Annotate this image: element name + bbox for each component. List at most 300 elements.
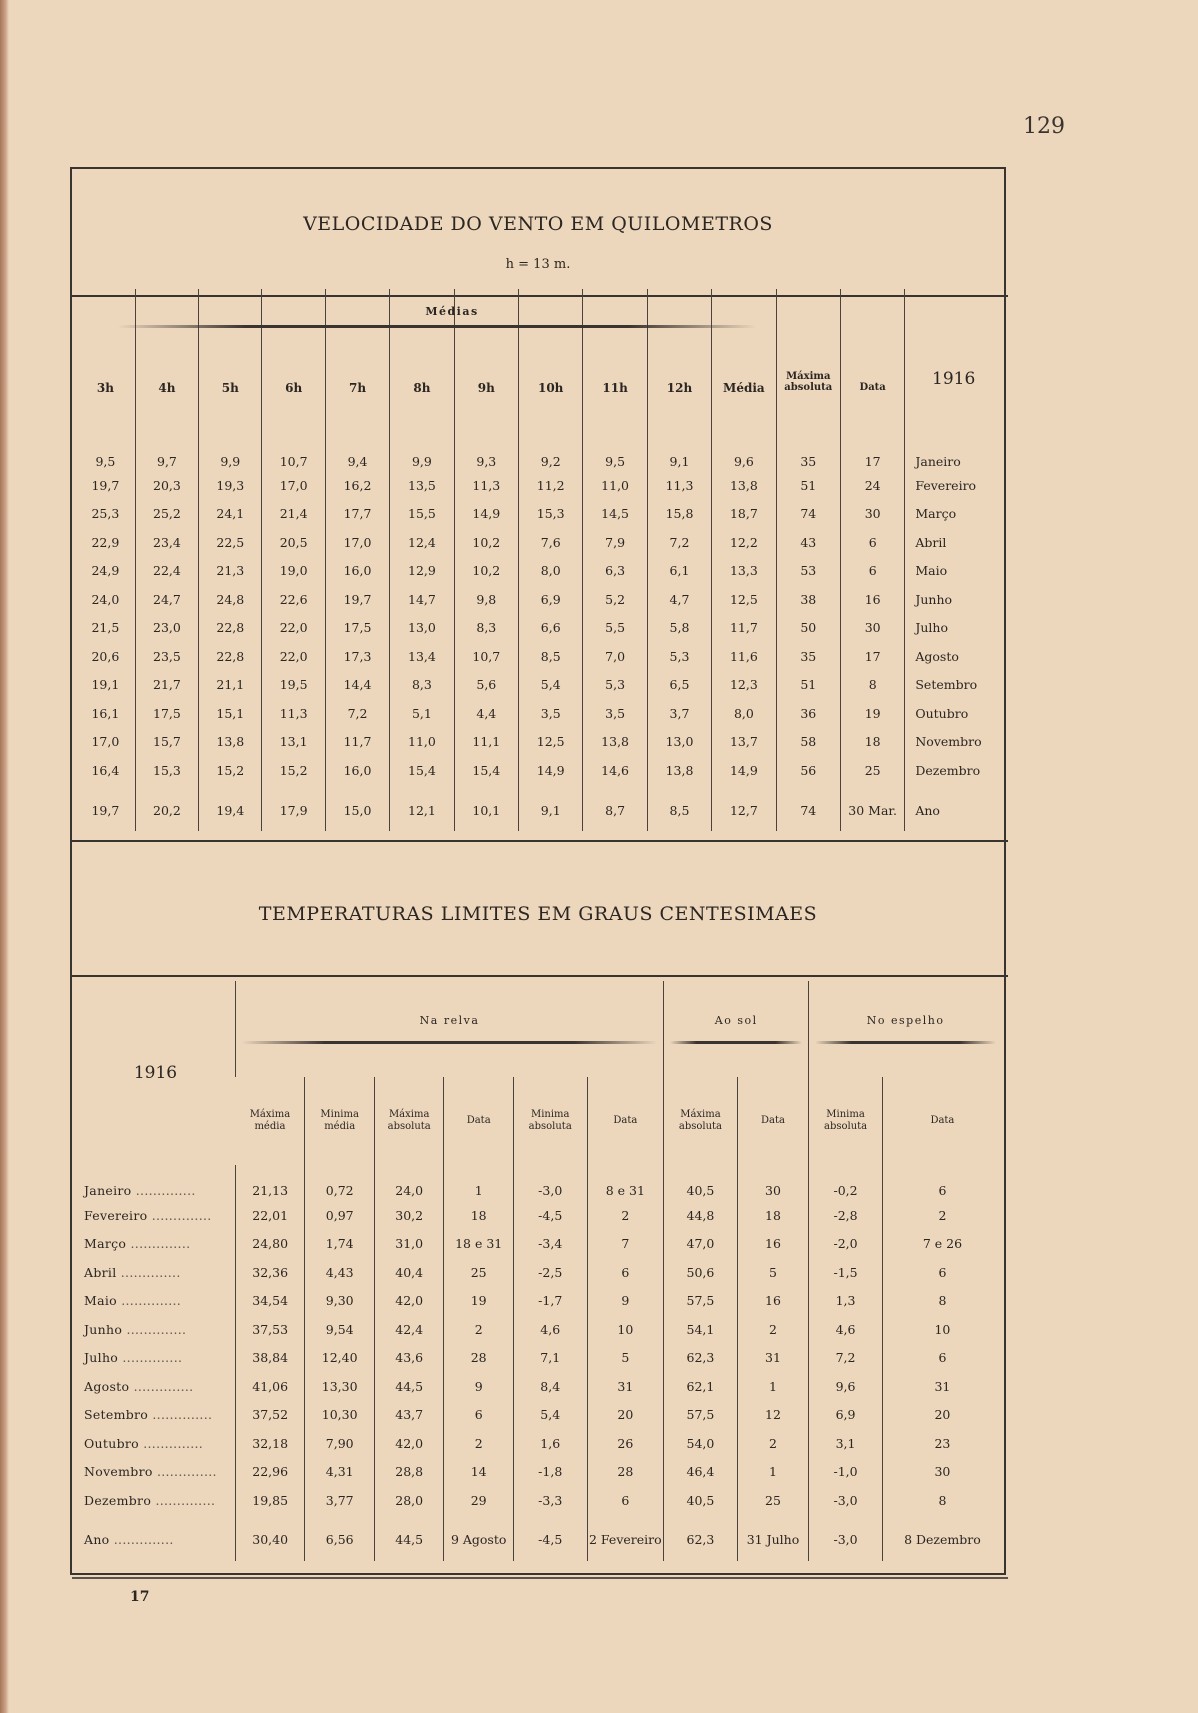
temp-cell: 21,13 [235, 1165, 305, 1201]
wind-header-cell: 10h [519, 289, 583, 433]
temp-cell: -1,5 [809, 1258, 883, 1287]
wind-cell: 11,1 [454, 728, 518, 757]
wind-cell: 14,7 [390, 585, 454, 614]
wind-cell: 19 [840, 699, 904, 728]
wind-cell: Fevereiro [905, 471, 1002, 500]
temp-title: TEMPERATURAS LIMITES EM GRAUS CENTESIMAES [258, 903, 818, 925]
wind-cell: 17,0 [325, 528, 389, 557]
wind-subtitle: h = 13 m. [505, 257, 571, 272]
wind-year-cell: 19,7 [91, 803, 120, 818]
wind-header-cell: 6h [262, 289, 325, 433]
leader-dots: .............. [122, 1321, 187, 1337]
temp-cell: 16 [737, 1230, 809, 1259]
wind-cell: 14,4 [325, 671, 389, 700]
wind-cell: 21,5 [91, 620, 120, 636]
temp-cell: 9,54 [305, 1315, 375, 1344]
rule [72, 840, 1008, 842]
wind-cell: Novembro [905, 728, 1002, 757]
temp-cell: 5 [737, 1258, 809, 1287]
wind-cell: 17,7 [325, 500, 389, 529]
temp-group-brace [242, 1041, 657, 1044]
temp-cell: -4,5 [513, 1201, 587, 1230]
leader-dots: .............. [118, 1350, 183, 1366]
temp-cell: -1,8 [513, 1458, 587, 1487]
temp-group-header [664, 981, 809, 1077]
temp-cell: 42,0 [374, 1429, 444, 1458]
wind-cell: 13,3 [712, 557, 776, 586]
temp-cell: 2 [882, 1201, 1002, 1230]
temp-cell: 25 [444, 1258, 514, 1287]
temp-year-cell: -3,0 [809, 1515, 883, 1561]
wind-year-cell: 15,0 [325, 785, 389, 831]
temp-cell: 2 [737, 1429, 809, 1458]
temp-cell: 18 [444, 1201, 514, 1230]
temp-cell: -1,0 [809, 1458, 883, 1487]
wind-header-cell: 4h [135, 289, 198, 433]
wind-cell: 9,7 [135, 433, 198, 471]
wind-cell: 9,3 [454, 433, 518, 471]
wind-cell: 17,5 [135, 699, 198, 728]
wind-cell: 25,3 [91, 506, 120, 522]
wind-cell: 8,3 [390, 671, 454, 700]
temp-subheader-cell: Data [882, 1077, 1002, 1165]
wind-cell: 12,2 [712, 528, 776, 557]
wind-cell: 19,0 [262, 557, 325, 586]
temp-cell: 7,90 [305, 1429, 375, 1458]
wind-year-cell: 74 [776, 785, 840, 831]
wind-cell: 11,7 [325, 728, 389, 757]
temp-cell: 12 [737, 1401, 809, 1430]
temp-year-cell: 2 Fevereiro [587, 1515, 664, 1561]
wind-cell: 22,4 [135, 557, 198, 586]
wind-cell: 13,4 [390, 642, 454, 671]
wind-cell: 7,0 [583, 642, 647, 671]
temp-cell: 22,01 [235, 1201, 305, 1230]
wind-cell: 35 [776, 642, 840, 671]
wind-cell: 36 [776, 699, 840, 728]
temp-cell: 28,8 [374, 1458, 444, 1487]
temp-cell: 57,5 [664, 1287, 738, 1316]
temp-cell: -3,4 [513, 1230, 587, 1259]
wind-cell: 24 [840, 471, 904, 500]
temp-cell: 9,30 [305, 1287, 375, 1316]
wind-cell: 14,9 [454, 500, 518, 529]
temp-cell: 2 [587, 1201, 664, 1230]
wind-cell: 5,6 [454, 671, 518, 700]
wind-group-brace [112, 325, 762, 328]
wind-cell: 23,0 [135, 614, 198, 643]
temp-cell: 38,84 [235, 1344, 305, 1373]
wind-cell: 6,3 [583, 557, 647, 586]
temp-cell: -0,2 [809, 1165, 883, 1201]
page-number: 129 [1023, 114, 1065, 139]
temp-subheader-cell: Máxima média [249, 1109, 291, 1132]
wind-cell: 15,3 [519, 500, 583, 529]
temp-cell: 28 [587, 1458, 664, 1487]
wind-header-cell: 9h [454, 289, 518, 433]
wind-cell: 38 [776, 585, 840, 614]
temp-month-cell [76, 1344, 235, 1373]
wind-row [76, 528, 1002, 557]
wind-cell: 16,0 [325, 756, 389, 785]
wind-header-cell: 12h [647, 289, 711, 433]
temp-cell: 50,6 [664, 1258, 738, 1287]
temp-cell: 42,0 [374, 1287, 444, 1316]
temp-cell: 32,36 [235, 1258, 305, 1287]
temp-table [76, 981, 1002, 1561]
leader-dots: .............. [138, 1435, 204, 1451]
temp-year-cell: 44,5 [374, 1515, 444, 1561]
wind-cell: 23,4 [135, 528, 198, 557]
temp-cell: -2,0 [809, 1230, 883, 1259]
wind-cell: 19,7 [325, 585, 389, 614]
temp-month-cell [76, 1429, 235, 1458]
wind-cell: 3,5 [583, 699, 647, 728]
wind-row [76, 699, 1002, 728]
wind-cell: 9,5 [583, 433, 647, 471]
wind-cell: 43 [776, 528, 840, 557]
temp-month-name: Outubro [84, 1435, 139, 1451]
wind-cell: 24,8 [199, 585, 262, 614]
wind-cell: 15,2 [199, 756, 262, 785]
temp-cell: 24,0 [374, 1165, 444, 1201]
wind-cell: 12,3 [712, 671, 776, 700]
temp-cell: 9 [444, 1372, 514, 1401]
wind-cell: 10,7 [454, 642, 518, 671]
temp-row [76, 1344, 1002, 1373]
wind-cell: Setembro [905, 671, 1002, 700]
wind-cell: 13,7 [712, 728, 776, 757]
wind-cell: 19,7 [91, 477, 120, 493]
temp-cell: 62,3 [664, 1344, 738, 1373]
temp-month-name: Março [84, 1236, 127, 1252]
temp-cell: 7,1 [513, 1344, 587, 1373]
temp-month-cell [76, 1401, 235, 1430]
temp-cell: 2 [444, 1429, 514, 1458]
wind-header-cell: 1916 [905, 289, 1002, 433]
wind-title: VELOCIDADE DO VENTO EM QUILOMETROS [303, 213, 773, 235]
temp-cell: 6,9 [809, 1401, 883, 1430]
rule [72, 975, 1008, 977]
temp-cell: 18 e 31 [444, 1230, 514, 1259]
temp-cell: 10,30 [305, 1401, 375, 1430]
temp-group-label: Ao sol [714, 1014, 758, 1027]
temp-year-cell: 8 Dezembro [882, 1515, 1002, 1561]
wind-cell: 6 [840, 528, 904, 557]
wind-cell: 24,0 [91, 591, 120, 607]
wind-cell: 22,6 [262, 585, 325, 614]
temp-year-cell: 6,56 [305, 1515, 375, 1561]
wind-cell: 53 [776, 557, 840, 586]
wind-cell: 22,5 [199, 528, 262, 557]
wind-cell: 5,5 [583, 614, 647, 643]
wind-cell: Janeiro [905, 433, 1002, 471]
wind-cell: 14,9 [712, 756, 776, 785]
wind-cell: 6,5 [647, 671, 711, 700]
temp-row [76, 1429, 1002, 1458]
wind-row [76, 500, 1002, 529]
wind-cell: Agosto [905, 642, 1002, 671]
temp-cell: 8 e 31 [587, 1165, 664, 1201]
wind-cell: 11,3 [262, 699, 325, 728]
wind-cell: 17,5 [325, 614, 389, 643]
wind-cell: 11,3 [454, 471, 518, 500]
wind-cell: 25 [840, 756, 904, 785]
wind-year-cell: 10,1 [454, 785, 518, 831]
wind-cell: 14,9 [519, 756, 583, 785]
wind-cell: 5,1 [390, 699, 454, 728]
temp-cell: 9,6 [809, 1372, 883, 1401]
wind-cell: 16,4 [91, 762, 120, 778]
wind-row [76, 433, 1002, 471]
temp-cell: 40,5 [664, 1486, 738, 1515]
temp-cell: 10 [587, 1315, 664, 1344]
temp-row [76, 1165, 1002, 1201]
wind-cell: 11,6 [712, 642, 776, 671]
temp-cell: 28,0 [374, 1486, 444, 1515]
temp-cell: 22,96 [235, 1458, 305, 1487]
leader-dots: .............. [148, 1407, 213, 1423]
wind-group-label: Médias [425, 305, 479, 318]
temp-group-header [809, 981, 1002, 1077]
wind-cell: 11,7 [712, 614, 776, 643]
temp-month-name: Abril [84, 1264, 117, 1280]
wind-cell: Abril [905, 528, 1002, 557]
temp-group-header [235, 981, 663, 1077]
leader-dots: .............. [126, 1236, 191, 1252]
temp-month-name: Setembro [84, 1407, 149, 1423]
wind-cell: 19,5 [262, 671, 325, 700]
wind-row [76, 471, 1002, 500]
wind-cell: 13,8 [583, 728, 647, 757]
temp-cell: 13,30 [305, 1372, 375, 1401]
wind-cell: 15,7 [135, 728, 198, 757]
temp-cell: 44,5 [374, 1372, 444, 1401]
wind-cell: 12,5 [712, 585, 776, 614]
wind-cell: 6,9 [519, 585, 583, 614]
wind-header-cell: 7h [325, 289, 389, 433]
wind-cell: 5,2 [583, 585, 647, 614]
wind-cell: 14,6 [583, 756, 647, 785]
wind-cell: 24,9 [91, 563, 120, 579]
wind-year-cell: 17,9 [262, 785, 325, 831]
temp-cell: 4,6 [809, 1315, 883, 1344]
wind-header-cell: 11h [583, 289, 647, 433]
wind-cell: 16,1 [91, 705, 120, 721]
temp-cell: 4,31 [305, 1458, 375, 1487]
temp-subheader-cell: Máxima absoluta [664, 1077, 738, 1165]
wind-cell: 22,0 [262, 614, 325, 643]
wind-year-cell: 20,2 [135, 785, 198, 831]
wind-cell: 23,5 [135, 642, 198, 671]
signature-mark: 17 [130, 1589, 150, 1605]
wind-cell: 12,5 [519, 728, 583, 757]
wind-cell: 35 [776, 433, 840, 471]
temp-cell: 23 [882, 1429, 1002, 1458]
temp-cell: 54,1 [664, 1315, 738, 1344]
wind-cell: 11,3 [647, 471, 711, 500]
wind-cell: 21,7 [135, 671, 198, 700]
wind-cell: 13,0 [647, 728, 711, 757]
wind-cell: 20,5 [262, 528, 325, 557]
wind-table [76, 289, 1002, 831]
temp-row [76, 1401, 1002, 1430]
temp-cell: 28 [444, 1344, 514, 1373]
temp-cell: 0,97 [305, 1201, 375, 1230]
temp-month-name: Agosto [84, 1378, 130, 1394]
temp-cell: 19 [444, 1287, 514, 1316]
wind-cell: 20,6 [91, 648, 120, 664]
leader-dots: .............. [116, 1293, 182, 1309]
wind-cell: Dezembro [905, 756, 1002, 785]
wind-cell: 30 [840, 614, 904, 643]
temp-row [76, 1230, 1002, 1259]
temp-row [76, 1372, 1002, 1401]
leader-dots: .............. [131, 1182, 196, 1198]
temp-month-cell [76, 1515, 235, 1561]
wind-cell: 58 [776, 728, 840, 757]
wind-cell: 18 [840, 728, 904, 757]
leader-dots: .............. [151, 1492, 216, 1508]
wind-header-cell: Data [840, 289, 904, 433]
wind-cell: 15,3 [135, 756, 198, 785]
temp-group-brace [815, 1041, 996, 1044]
wind-year-cell: 8,5 [647, 785, 711, 831]
temp-cell: 1 [737, 1372, 809, 1401]
wind-cell: 15,4 [390, 756, 454, 785]
temp-cell: 7,2 [809, 1344, 883, 1373]
wind-cell: 4,4 [454, 699, 518, 728]
wind-cell: 12,4 [390, 528, 454, 557]
temp-cell: 10 [882, 1315, 1002, 1344]
temp-cell: 44,8 [664, 1201, 738, 1230]
temp-row [76, 1201, 1002, 1230]
wind-cell: 5,4 [519, 671, 583, 700]
wind-cell: 8,0 [519, 557, 583, 586]
temp-cell: 7 [587, 1230, 664, 1259]
wind-cell: 5,3 [647, 642, 711, 671]
temp-subheader-cell: Data [444, 1077, 514, 1165]
wind-cell: 9,6 [712, 433, 776, 471]
temp-cell: 16 [737, 1287, 809, 1316]
temp-subheader-cell: Data [587, 1077, 664, 1165]
temp-subheader-cell: Minima absoluta [809, 1077, 883, 1165]
temp-month-cell [76, 1230, 235, 1259]
temp-cell: 8 [882, 1287, 1002, 1316]
wind-cell: 9,2 [519, 433, 583, 471]
wind-header-cell: 5h [199, 289, 262, 433]
temp-cell: 30,2 [374, 1201, 444, 1230]
wind-cell: 10,7 [262, 433, 325, 471]
wind-cell: 13,0 [390, 614, 454, 643]
wind-cell: 13,8 [199, 728, 262, 757]
temp-row [76, 1458, 1002, 1487]
wind-cell: 74 [776, 500, 840, 529]
wind-cell: 25,2 [135, 500, 198, 529]
temp-cell: 31 [737, 1344, 809, 1373]
wind-cell: 22,8 [199, 614, 262, 643]
wind-cell: 4,7 [647, 585, 711, 614]
wind-cell: Março [905, 500, 1002, 529]
temp-row [76, 1486, 1002, 1515]
temp-cell: 34,54 [235, 1287, 305, 1316]
wind-cell: 24,1 [199, 500, 262, 529]
temp-month-name: Maio [84, 1293, 117, 1309]
wind-cell: 7,6 [519, 528, 583, 557]
wind-cell: 9,9 [390, 433, 454, 471]
wind-cell: 11,0 [390, 728, 454, 757]
wind-cell: 8,5 [519, 642, 583, 671]
temp-month-cell [76, 1287, 235, 1316]
temp-cell: 9 [587, 1287, 664, 1316]
temp-cell: 3,77 [305, 1486, 375, 1515]
temp-year-cell: 62,3 [664, 1515, 738, 1561]
temp-cell: 6 [882, 1344, 1002, 1373]
temp-cell: 1 [737, 1458, 809, 1487]
temp-cell: 18 [737, 1201, 809, 1230]
wind-cell: 19,1 [91, 677, 120, 693]
wind-cell: 15,2 [262, 756, 325, 785]
temp-cell: 25 [737, 1486, 809, 1515]
temp-cell: 3,1 [809, 1429, 883, 1458]
wind-cell: 6,1 [647, 557, 711, 586]
wind-cell: 24,7 [135, 585, 198, 614]
temp-subheader-cell: Minima absoluta [513, 1077, 587, 1165]
temp-month-name: Janeiro [84, 1182, 132, 1198]
wind-cell: 11,2 [519, 471, 583, 500]
temp-year-cell: 30,40 [235, 1515, 305, 1561]
wind-cell: 20,3 [135, 471, 198, 500]
temp-cell: 37,53 [235, 1315, 305, 1344]
temp-month-name: Julho [84, 1350, 119, 1366]
wind-row [76, 728, 1002, 757]
wind-header-cell: 3h [96, 381, 114, 395]
wind-cell: 17,0 [91, 734, 120, 750]
temp-cell: 31 [587, 1372, 664, 1401]
temp-cell: 6 [587, 1486, 664, 1515]
temp-cell: 31,0 [374, 1230, 444, 1259]
temp-subheader-cell: Minima média [305, 1077, 375, 1165]
temp-cell: 43,6 [374, 1344, 444, 1373]
wind-row [76, 671, 1002, 700]
wind-cell: 17 [840, 642, 904, 671]
temp-cell: 1,3 [809, 1287, 883, 1316]
temp-cell: 8 [882, 1486, 1002, 1515]
wind-year-cell: 8,7 [583, 785, 647, 831]
temp-row [76, 1315, 1002, 1344]
wind-cell: 13,8 [712, 471, 776, 500]
temp-cell: 19,85 [235, 1486, 305, 1515]
temp-cell: -3,3 [513, 1486, 587, 1515]
wind-cell: 19,3 [199, 471, 262, 500]
temp-row [76, 1287, 1002, 1316]
temp-subheader-cell: Máxima absoluta [374, 1077, 444, 1165]
temp-year-cell: -4,5 [513, 1515, 587, 1561]
wind-cell: Outubro [905, 699, 1002, 728]
leader-dots: .............. [109, 1532, 174, 1547]
temp-cell: 4,43 [305, 1258, 375, 1287]
temp-cell: 62,1 [664, 1372, 738, 1401]
temp-cell: 40,5 [664, 1165, 738, 1201]
wind-cell: 10,2 [454, 557, 518, 586]
temp-group-label: No espelho [866, 1014, 945, 1027]
wind-cell: 5,8 [647, 614, 711, 643]
wind-cell: 7,9 [583, 528, 647, 557]
temp-row [76, 1258, 1002, 1287]
wind-row [76, 756, 1002, 785]
temp-cell: 14 [444, 1458, 514, 1487]
wind-year-row [76, 785, 1002, 831]
